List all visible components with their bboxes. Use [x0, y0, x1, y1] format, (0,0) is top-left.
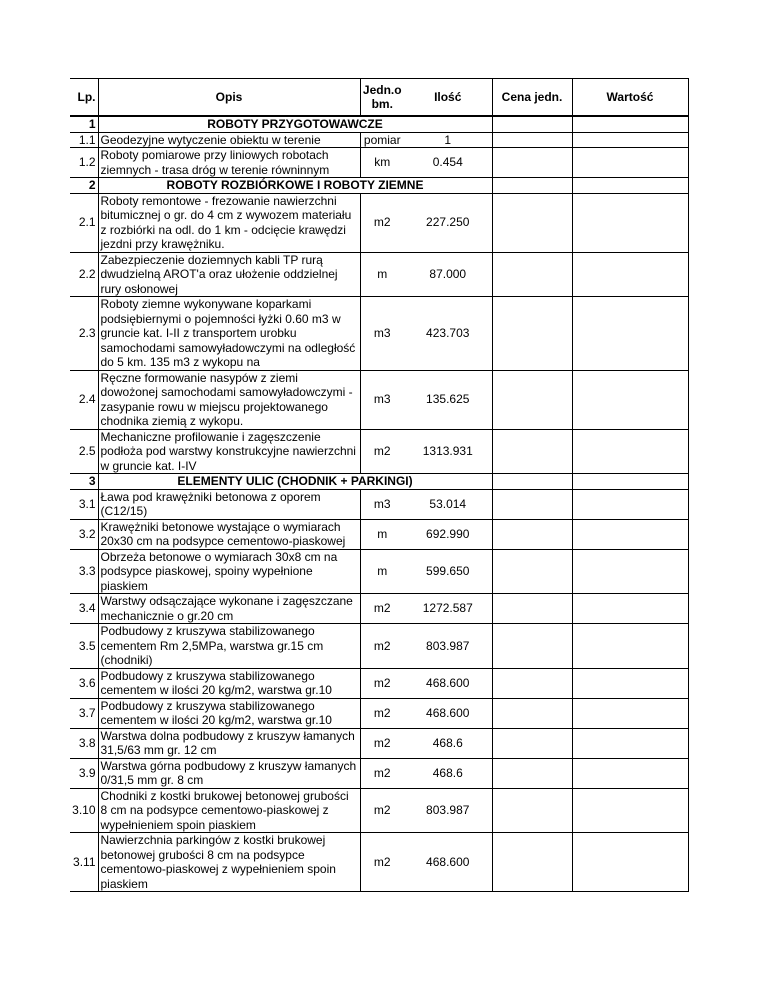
table-row — [70, 370, 688, 429]
table-row — [70, 758, 688, 788]
table-row — [70, 132, 688, 148]
item-unit-price — [492, 624, 572, 669]
table-row — [70, 148, 688, 178]
item-value — [572, 252, 688, 297]
item-unit-price — [492, 132, 572, 148]
section-unit-price — [492, 116, 572, 132]
item-number: 3.5 — [70, 624, 98, 669]
item-description: Roboty pomiarowe przy liniowych robotach ziemnych - trasa dróg w terenie równinnym — [98, 148, 360, 178]
table-row — [70, 728, 688, 758]
item-quantity: 87.000 — [404, 252, 492, 297]
item-quantity: 1313.931 — [404, 429, 492, 474]
item-number: 3.9 — [70, 758, 98, 788]
header-unit-line1: Jedn.o — [362, 82, 402, 97]
item-quantity: 227.250 — [404, 193, 492, 252]
item-value — [572, 758, 688, 788]
item-unit: m2 — [360, 429, 404, 474]
item-unit-price — [492, 370, 572, 429]
item-value — [572, 549, 688, 594]
item-number: 2.2 — [70, 252, 98, 297]
item-description: Krawężniki betonowe wystające o wymiarach 20x30 cm na podsypce cementowo-piaskowej — [98, 519, 360, 549]
table-row — [70, 594, 688, 624]
section-value — [572, 178, 688, 194]
item-unit-price — [492, 698, 572, 728]
item-number: 3.10 — [70, 788, 98, 833]
item-unit-price — [492, 193, 572, 252]
item-unit: pomiar — [360, 132, 404, 148]
table-body — [70, 116, 688, 892]
item-number: 2.1 — [70, 193, 98, 252]
item-description: Geodezyjne wytyczenie obiektu w terenie — [98, 132, 360, 148]
item-unit: m2 — [360, 624, 404, 669]
cost-estimate-page — [70, 78, 688, 892]
table-row — [70, 489, 688, 519]
item-value — [572, 668, 688, 698]
item-number: 2.4 — [70, 370, 98, 429]
item-unit: m — [360, 519, 404, 549]
item-unit: m2 — [360, 193, 404, 252]
section-row — [70, 178, 688, 194]
table-row — [70, 252, 688, 297]
item-description: Podbudowy z kruszywa stabilizowanego cementem Rm 2,5MPa, warstwa gr.15 cm (chodniki) — [98, 624, 360, 669]
section-number: 2 — [70, 178, 98, 194]
item-unit-price — [492, 429, 572, 474]
item-unit-price — [492, 833, 572, 892]
item-number: 3.6 — [70, 668, 98, 698]
item-value — [572, 489, 688, 519]
table-row — [70, 429, 688, 474]
item-unit-price — [492, 758, 572, 788]
table-row — [70, 624, 688, 669]
item-quantity: 468.600 — [404, 668, 492, 698]
item-quantity: 1 — [404, 132, 492, 148]
item-unit-price — [492, 549, 572, 594]
cost-estimate-table — [70, 78, 689, 892]
item-unit: km — [360, 148, 404, 178]
item-unit: m3 — [360, 297, 404, 371]
item-description: Warstwa górna podbudowy z kruszyw łamanych 0/31,5 mm gr. 8 cm — [98, 758, 360, 788]
item-description: Obrzeża betonowe o wymiarach 30x8 cm na podsypce piaskowej, spoiny wypełnione piaskiem — [98, 549, 360, 594]
item-unit: m2 — [360, 698, 404, 728]
item-value — [572, 833, 688, 892]
item-unit: m2 — [360, 728, 404, 758]
section-value — [572, 474, 688, 490]
item-unit-price — [492, 489, 572, 519]
item-number: 3.11 — [70, 833, 98, 892]
item-description: Warstwy odsączające wykonane i zagęszczane mechanicznie o gr.20 cm — [98, 594, 360, 624]
section-row — [70, 474, 688, 490]
header-unit-price: Cena jedn. — [492, 79, 572, 117]
item-number: 2.3 — [70, 297, 98, 371]
item-number: 3.4 — [70, 594, 98, 624]
item-unit: m2 — [360, 788, 404, 833]
item-quantity: 803.987 — [404, 624, 492, 669]
item-quantity: 468.6 — [404, 758, 492, 788]
table-row — [70, 193, 688, 252]
item-description: Roboty remontowe - frezowanie nawierzchni bitumicznej o gr. do 4 cm z wywozem materiału z rozbiórki na odl. do 1 km - odcięcie krawędzi jezdni przy krawężniku. — [98, 193, 360, 252]
item-description: Chodniki z kostki brukowej betonowej grubości 8 cm na podsypce cementowo-piaskowej z wypełnieniem spoin piaskiem — [98, 788, 360, 833]
item-unit: m3 — [360, 489, 404, 519]
item-unit: m2 — [360, 833, 404, 892]
item-description: Nawierzchnia parkingów z kostki brukowej betonowej grubości 8 cm na podsypce cementowo-piaskowej z wypełnieniem spoin piaskiem — [98, 833, 360, 892]
item-unit-price — [492, 297, 572, 371]
table-row — [70, 549, 688, 594]
section-unit-price — [492, 474, 572, 490]
item-value — [572, 132, 688, 148]
item-quantity: 468.6 — [404, 728, 492, 758]
section-title: ROBOTY ROZBIÓRKOWE I ROBOTY ZIEMNE — [98, 178, 492, 194]
item-value — [572, 728, 688, 758]
item-unit-price — [492, 519, 572, 549]
item-number: 1.1 — [70, 132, 98, 148]
item-value — [572, 148, 688, 178]
item-value — [572, 429, 688, 474]
header-unit — [360, 79, 404, 117]
item-value — [572, 193, 688, 252]
item-quantity: 803.987 — [404, 788, 492, 833]
item-unit-price — [492, 252, 572, 297]
table-row — [70, 833, 688, 892]
table-row — [70, 668, 688, 698]
item-value — [572, 297, 688, 371]
item-value — [572, 788, 688, 833]
table-row — [70, 698, 688, 728]
section-title: ELEMENTY ULIC (CHODNIK + PARKINGI) — [98, 474, 492, 490]
item-unit: m2 — [360, 594, 404, 624]
item-description: Podbudowy z kruszywa stabilizowanego cementem w ilości 20 kg/m2, warstwa gr.10 — [98, 668, 360, 698]
item-number: 3.8 — [70, 728, 98, 758]
item-quantity: 692.990 — [404, 519, 492, 549]
section-title: ROBOTY PRZYGOTOWAWCZE — [98, 116, 492, 132]
item-unit-price — [492, 728, 572, 758]
item-quantity: 423.703 — [404, 297, 492, 371]
item-value — [572, 370, 688, 429]
item-description: Zabezpieczenie doziemnych kabli TP rurą dwudzielną AROT'a oraz ułożenie oddzielnej rury osłonowej — [98, 252, 360, 297]
header-quantity: Ilość — [404, 79, 492, 117]
item-number: 3.1 — [70, 489, 98, 519]
item-unit: m — [360, 252, 404, 297]
item-number: 3.7 — [70, 698, 98, 728]
item-unit-price — [492, 788, 572, 833]
item-quantity: 0.454 — [404, 148, 492, 178]
section-value — [572, 116, 688, 132]
item-unit: m2 — [360, 758, 404, 788]
item-description: Roboty ziemne wykonywane koparkami podsiębiernymi o pojemności łyżki 0.60 m3 w gruncie kat. I-II z transportem urobku samochodami samowyładowczymi na odległość do 5 km. 135 m3 z wykopu na — [98, 297, 360, 371]
header-lp: Lp. — [70, 79, 98, 117]
header-row — [70, 79, 688, 117]
item-unit: m2 — [360, 668, 404, 698]
header-opis: Opis — [98, 79, 360, 117]
item-description: Warstwa dolna podbudowy z kruszyw łamanych 31,5/63 mm gr. 12 cm — [98, 728, 360, 758]
item-quantity: 1272.587 — [404, 594, 492, 624]
item-unit: m — [360, 549, 404, 594]
item-unit-price — [492, 668, 572, 698]
section-number: 3 — [70, 474, 98, 490]
header-unit-line2: bm. — [371, 97, 393, 111]
item-description: Ława pod krawężniki betonowa z oporem (C12/15) — [98, 489, 360, 519]
table-row — [70, 788, 688, 833]
item-quantity: 468.600 — [404, 833, 492, 892]
item-quantity: 135.625 — [404, 370, 492, 429]
item-quantity: 599.650 — [404, 549, 492, 594]
item-unit: m3 — [360, 370, 404, 429]
item-unit-price — [492, 148, 572, 178]
item-quantity: 53.014 — [404, 489, 492, 519]
item-quantity: 468.600 — [404, 698, 492, 728]
item-description: Ręczne formowanie nasypów z ziemi dowożonej samochodami samowyładowczymi - zasypanie rowu w miejscu projektowanego chodnika ziemią z wykopu. — [98, 370, 360, 429]
item-number: 1.2 — [70, 148, 98, 178]
header-value: Wartość — [572, 79, 688, 117]
item-description: Mechaniczne profilowanie i zagęszczenie podłoża pod warstwy konstrukcyjne nawierzchni w gruncie kat. I-IV — [98, 429, 360, 474]
item-number: 3.3 — [70, 549, 98, 594]
item-value — [572, 624, 688, 669]
item-value — [572, 519, 688, 549]
table-row — [70, 297, 688, 371]
item-unit-price — [492, 594, 572, 624]
item-number: 3.2 — [70, 519, 98, 549]
section-row — [70, 116, 688, 132]
section-number: 1 — [70, 116, 98, 132]
item-value — [572, 594, 688, 624]
item-value — [572, 698, 688, 728]
item-number: 2.5 — [70, 429, 98, 474]
table-row — [70, 519, 688, 549]
item-description: Podbudowy z kruszywa stabilizowanego cementem w ilości 20 kg/m2, warstwa gr.10 — [98, 698, 360, 728]
section-unit-price — [492, 178, 572, 194]
